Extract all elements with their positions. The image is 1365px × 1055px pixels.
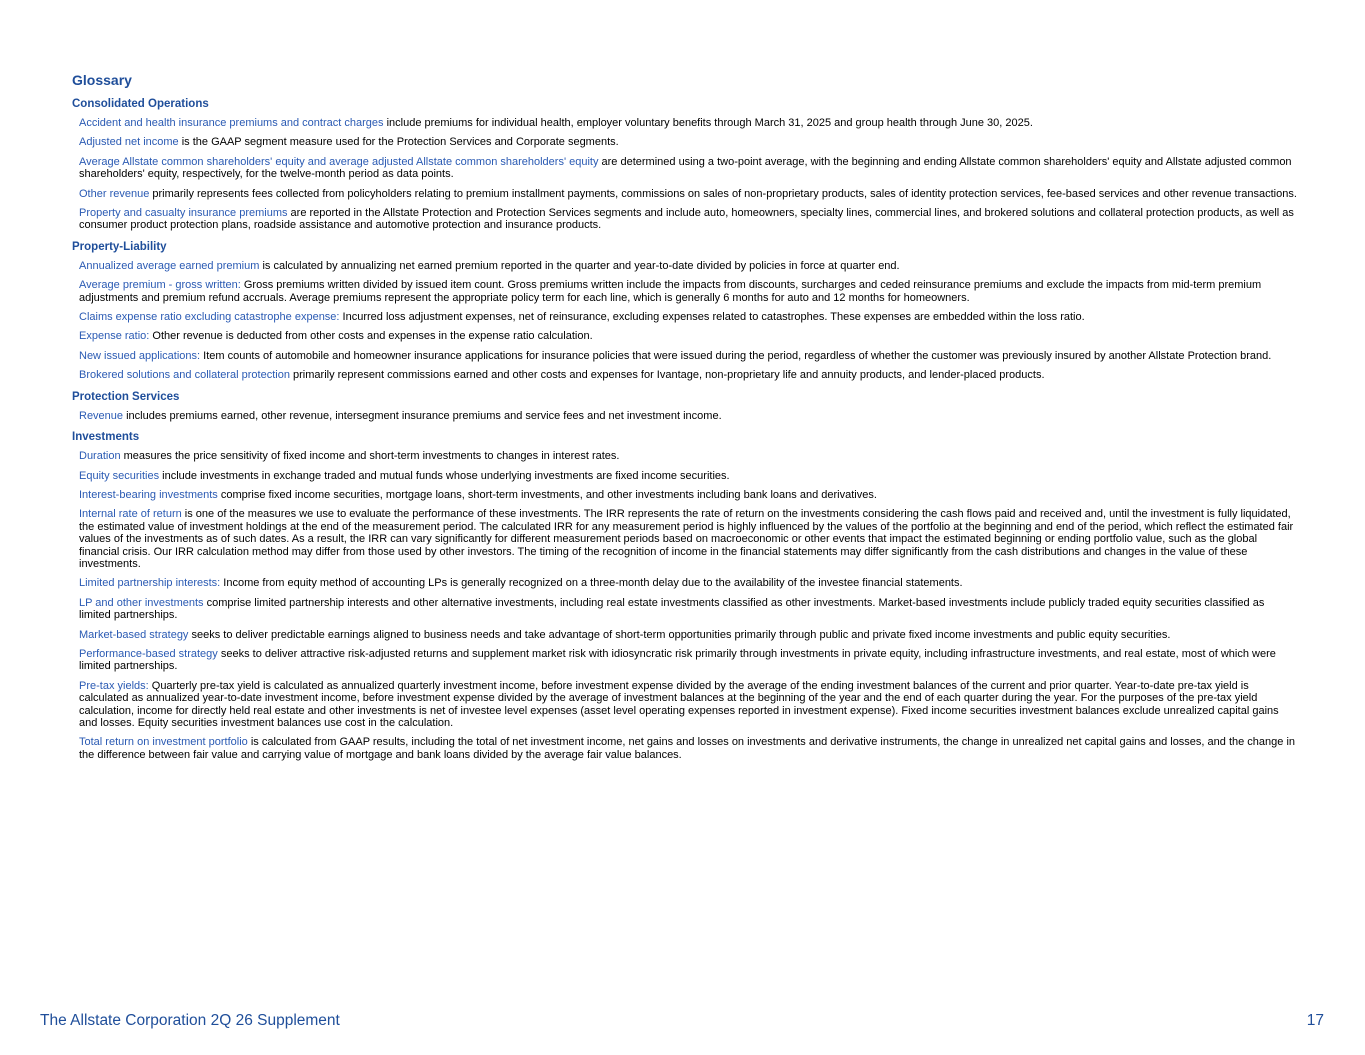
footer-document-title: The Allstate Corporation 2Q 26 Supplement [40,1012,340,1029]
glossary-entry [79,648,1297,673]
glossary-definition: Gross premiums written divided by issued item count. Gross premiums written include the impacts from discounts, surcharges and ceded reinsurance premiums and exclude the impacts from mid-term premium adjustments and premium refund accruals. Average premiums represent the appropriate policy term for each line, which is generally 6 months for auto and 12 months for homeowners. [79,279,1262,304]
glossary-term: Other revenue [79,187,150,200]
glossary-definition: comprise limited partnership interests and other alternative investments, including real estate investments classified as other investments. Market-based investments include publicly traded equity securities classified as limited partnerships. [79,596,1265,622]
glossary-term: Adjusted net income [79,136,179,149]
glossary-entry [79,350,1297,362]
glossary-entry [79,736,1297,761]
glossary-content [72,71,1297,769]
section-investments [72,430,1297,761]
glossary-term: Equity securities [79,469,160,482]
glossary-definition: primarily represent commissions earned and other costs and expenses for Ivantage, non-proprietary life and annuity products, and lender-placed products. [289,369,1045,382]
glossary-term: Duration [79,450,121,463]
glossary-term: Average premium - gross written: [79,279,241,292]
glossary-entry [79,508,1297,570]
page-title: Glossary [72,72,132,88]
glossary-term: Average Allstate common shareholders' equity and average adjusted Allstate common shareholders' equity [79,155,599,168]
glossary-entry [79,629,1297,641]
glossary-term: Limited partnership interests: [79,577,221,590]
glossary-entry [79,311,1297,323]
glossary-entry [79,470,1297,482]
glossary-definition: is the GAAP segment measure used for the Protection Services and Corporate segments. [178,136,619,149]
glossary-entry [79,279,1297,304]
glossary-definition: measures the price sensitivity of fixed income and short-term investments to changes in interest rates. [120,450,620,463]
glossary-entry [79,207,1297,232]
glossary-definition: include premiums for individual health, employer voluntary benefits through March 31, 2025 and group health through June 30, 2025. [383,117,1033,129]
glossary-entry [79,597,1297,622]
glossary-definition: Incurred loss adjustment expenses, net of reinsurance, excluding expenses related to catastrophes. These expenses are embedded within the loss ratio. [339,311,1085,324]
section-title: Property-Liability [72,240,167,253]
glossary-term: Expense ratio: [79,330,150,343]
glossary-entry [79,577,1297,589]
glossary-entry [79,410,1297,422]
glossary-entry [79,489,1297,501]
glossary-definition: is one of the measures we use to evaluate the performance of these investments. The IRR represents the rate of return on the investments considering the cash flows paid and received and, until the investment is fully liquidated, the estimated value of investment holdings at the end of the measurement period. The calculated IRR for any measurement period is highly influenced by the values of the portfolio at the beginning and end of the period, which reflect the estimated fair values of the investments as of such dates. As a result, the IRR can vary significantly for different measurement periods based on macroeconomic or other events that impact the estimated beginning or ending portfolio value, such as the global financial crisis. Our IRR calculation method may differ from those used by other investors. The timing of the recognition of income in the financial statements may differ significantly from the cash distributions and changes in the value of these investments. [79,508,1294,570]
glossary-definition: is calculated by annualizing net earned premium reported in the quarter and year-to-date divided by policies in force at quarter end. [259,259,900,272]
glossary-term: Claims expense ratio excluding catastrophe expense: [79,311,340,324]
glossary-entry [79,188,1297,200]
glossary-entry [79,330,1297,342]
section-property-liability [72,240,1297,382]
glossary-definition: are determined using a two-point average, with the beginning and ending Allstate common shareholders' equity and Allstate adjusted common shareholders' equity, respectively, for the twelve-month period as data points. [79,155,1292,181]
glossary-term: Revenue [79,409,124,422]
glossary-term: Property and casualty insurance premiums [79,207,288,220]
glossary-definition: are reported in the Allstate Protection and Protection Services segments and include auto, homeowners, specialty lines, commercial lines, and brokered solutions and collateral protection products, as well as consumer product protection plans, roadside assistance and automotive protection and insurance products. [79,207,1294,232]
glossary-term: Total return on investment portfolio [79,736,248,749]
glossary-entry [79,260,1297,272]
glossary-term: Pre-tax yields: [79,679,149,692]
glossary-term: New issued applications: [79,349,201,362]
section-title: Consolidated Operations [72,98,209,110]
glossary-definition: seeks to deliver attractive risk-adjusted returns and supplement market risk with idiosyncratic risk primarily through investments in private equity, including infrastructure investments, and real estate, most of which were limited partnerships. [79,647,1276,673]
glossary-term: Brokered solutions and collateral protection [79,369,290,382]
glossary-definition: Item counts of automobile and homeowner insurance applications for insurance policies that were issued during the period, regardless of whether the customer was previously insured by another Allstate Protection brand. [200,349,1272,362]
glossary-term: Market-based strategy [79,628,189,641]
glossary-definition: seeks to deliver predictable earnings aligned to business needs and take advantage of short-term opportunities primarily through public and private fixed income investments and public equity securities. [188,628,1171,641]
glossary-definition: comprise fixed income securities, mortgage loans, short-term investments, and other investments including bank loans and derivatives. [217,488,877,501]
glossary-definition: Income from equity method of accounting LPs is generally recognized on a three-month delay due to the availability of the investee financial statements. [220,577,963,590]
glossary-entry [79,680,1297,730]
glossary-entry [79,136,1297,148]
glossary-term: LP and other investments [79,596,204,609]
glossary-definition: Quarterly pre-tax yield is calculated as annualized quarterly investment income, before investment expense divided by the average of the ending investment balances of the current and prior quarter. Year-to-date pre-tax yield is calculated as annualized year-to-date investment income, before investment expense divided by the average of investment balances at the beginning of the year and the end of each quarter during the year. For the purposes of the pre-tax yield calculation, income for directly held real estate and other investments is net of investee level expenses (asset level operating expenses reported in investment expense). Fixed income securities investment balances exclude unrealized capital gains and losses. Equity securities investment balances use cost in the calculation. [79,679,1279,729]
footer-page-number: 17 [1306,1012,1324,1029]
glossary-entry [79,450,1297,462]
glossary-entry [79,117,1297,129]
section-protection-services [72,390,1297,422]
section-title: Protection Services [72,390,180,403]
glossary-definition: Other revenue is deducted from other costs and expenses in the expense ratio calculation. [149,330,593,343]
glossary-term: Accident and health insurance premiums and contract charges [79,117,384,129]
glossary-entry [79,156,1297,181]
glossary-entry [79,369,1297,381]
section-consolidated-operations [72,97,1297,232]
glossary-term: Annualized average earned premium [79,259,260,272]
glossary-term: Internal rate of return [79,508,182,521]
section-title: Investments [72,431,140,444]
glossary-definition: include investments in exchange traded and mutual funds whose underlying investments are fixed income securities. [159,469,730,482]
glossary-definition: includes premiums earned, other revenue, intersegment insurance premiums and service fees and net investment income. [123,409,722,422]
glossary-definition: is calculated from GAAP results, including the total of net investment income, net gains and losses on investments and derivative instruments, the change in unrealized net capital gains and losses, and the change in the difference between fair value and carrying value of mortgage and bank loans divided by the average fair value balances. [79,736,1295,761]
glossary-term: Performance-based strategy [79,647,218,660]
glossary-term: Interest-bearing investments [79,488,218,501]
glossary-definition: primarily represents fees collected from policyholders relating to premium installment payments, commissions on sales of non-proprietary products, sales of identity protection services, fee-based services and other revenue transactions. [149,187,1297,200]
